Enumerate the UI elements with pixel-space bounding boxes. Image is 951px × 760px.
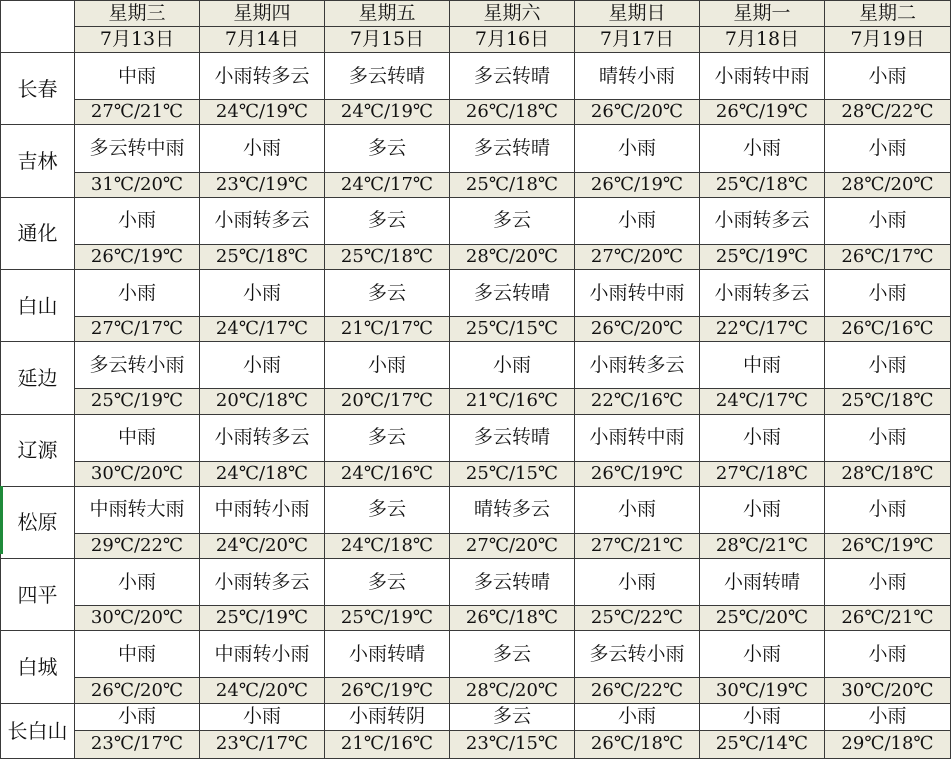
temperature-cell: 25℃/18℃ bbox=[825, 389, 951, 414]
temperature-cell: 26℃/21℃ bbox=[825, 606, 951, 631]
weather-condition-cell: 多云 bbox=[450, 703, 575, 730]
weather-condition-cell: 多云转小雨 bbox=[575, 631, 700, 678]
temperature-cell: 24℃/17℃ bbox=[200, 317, 325, 342]
temperature-cell: 27℃/21℃ bbox=[575, 533, 700, 558]
weather-condition-cell: 多云转晴 bbox=[450, 269, 575, 316]
weather-condition-cell: 小雨 bbox=[700, 703, 825, 730]
city-name: 四平 bbox=[1, 559, 75, 631]
temperature-cell: 28℃/18℃ bbox=[825, 461, 951, 486]
weather-condition-cell: 小雨转多云 bbox=[200, 414, 325, 461]
weather-condition-cell: 多云 bbox=[325, 269, 450, 316]
city-temperature-row bbox=[1, 317, 951, 342]
weather-condition-cell: 多云转晴 bbox=[450, 559, 575, 606]
weather-condition-cell: 小雨转中雨 bbox=[575, 269, 700, 316]
weather-condition-cell: 小雨 bbox=[200, 125, 325, 172]
temperature-cell: 26℃/17℃ bbox=[825, 244, 951, 269]
city-temperature-row bbox=[1, 244, 951, 269]
temperature-cell: 25℃/19℃ bbox=[200, 606, 325, 631]
weather-condition-cell: 多云 bbox=[325, 125, 450, 172]
temperature-cell: 27℃/17℃ bbox=[75, 317, 200, 342]
temperature-cell: 26℃/22℃ bbox=[575, 678, 700, 703]
city-name: 延边 bbox=[1, 342, 75, 414]
weekday-header: 星期一 bbox=[700, 1, 825, 27]
temperature-cell: 29℃/18℃ bbox=[825, 730, 951, 758]
weather-condition-cell: 多云 bbox=[450, 197, 575, 244]
city-weather-row bbox=[1, 342, 951, 389]
weather-condition-cell: 多云 bbox=[325, 414, 450, 461]
weekday-header: 星期四 bbox=[200, 1, 325, 27]
temperature-cell: 25℃/18℃ bbox=[700, 172, 825, 197]
temperature-cell: 26℃/19℃ bbox=[575, 461, 700, 486]
weather-condition-cell: 中雨转小雨 bbox=[200, 631, 325, 678]
weather-condition-cell: 小雨 bbox=[700, 631, 825, 678]
temperature-cell: 25℃/18℃ bbox=[200, 244, 325, 269]
temperature-cell: 24℃/20℃ bbox=[200, 533, 325, 558]
weather-condition-cell: 小雨 bbox=[825, 197, 951, 244]
temperature-cell: 27℃/20℃ bbox=[450, 533, 575, 558]
city-weather-row bbox=[1, 631, 951, 678]
date-header: 7月17日 bbox=[575, 27, 700, 53]
temperature-cell: 26℃/20℃ bbox=[75, 678, 200, 703]
weather-condition-cell: 小雨转多云 bbox=[200, 53, 325, 100]
temperature-cell: 20℃/17℃ bbox=[325, 389, 450, 414]
row-marker bbox=[0, 486, 3, 554]
temperature-cell: 26℃/20℃ bbox=[575, 100, 700, 125]
weather-condition-cell: 小雨 bbox=[825, 125, 951, 172]
temperature-cell: 28℃/20℃ bbox=[450, 244, 575, 269]
weather-condition-cell: 中雨 bbox=[75, 631, 200, 678]
temperature-cell: 30℃/20℃ bbox=[825, 678, 951, 703]
temperature-cell: 23℃/17℃ bbox=[75, 730, 200, 758]
city-name: 长白山 bbox=[1, 703, 75, 758]
temperature-cell: 29℃/22℃ bbox=[75, 533, 200, 558]
weather-condition-cell: 多云 bbox=[325, 559, 450, 606]
temperature-cell: 25℃/20℃ bbox=[700, 606, 825, 631]
weather-condition-cell: 小雨 bbox=[325, 342, 450, 389]
weather-condition-cell: 小雨 bbox=[75, 703, 200, 730]
temperature-cell: 25℃/18℃ bbox=[450, 172, 575, 197]
temperature-cell: 26℃/16℃ bbox=[825, 317, 951, 342]
temperature-cell: 26℃/19℃ bbox=[575, 172, 700, 197]
temperature-cell: 24℃/17℃ bbox=[700, 389, 825, 414]
city-name: 通化 bbox=[1, 197, 75, 269]
temperature-cell: 25℃/19℃ bbox=[325, 606, 450, 631]
city-weather-row bbox=[1, 269, 951, 316]
temperature-cell: 25℃/22℃ bbox=[575, 606, 700, 631]
temperature-cell: 24℃/20℃ bbox=[200, 678, 325, 703]
temperature-cell: 21℃/16℃ bbox=[450, 389, 575, 414]
weather-condition-cell: 多云转小雨 bbox=[75, 342, 200, 389]
city-name: 松原 bbox=[1, 486, 75, 558]
temperature-cell: 26℃/19℃ bbox=[325, 678, 450, 703]
temperature-cell: 27℃/21℃ bbox=[75, 100, 200, 125]
temperature-cell: 25℃/15℃ bbox=[450, 317, 575, 342]
weather-condition-cell: 小雨 bbox=[450, 342, 575, 389]
weather-condition-cell: 小雨 bbox=[825, 342, 951, 389]
weather-condition-cell: 小雨转晴 bbox=[325, 631, 450, 678]
weather-condition-cell: 小雨转多云 bbox=[700, 197, 825, 244]
temperature-cell: 21℃/17℃ bbox=[325, 317, 450, 342]
weather-condition-cell: 小雨转中雨 bbox=[700, 53, 825, 100]
city-name: 辽源 bbox=[1, 414, 75, 486]
weather-condition-cell: 中雨转大雨 bbox=[75, 486, 200, 533]
weekday-header: 星期五 bbox=[325, 1, 450, 27]
city-name: 白山 bbox=[1, 269, 75, 341]
weather-condition-cell: 小雨 bbox=[575, 125, 700, 172]
temperature-cell: 23℃/19℃ bbox=[200, 172, 325, 197]
weather-condition-cell: 中雨 bbox=[75, 414, 200, 461]
weather-condition-cell: 小雨 bbox=[825, 269, 951, 316]
weather-condition-cell: 小雨 bbox=[825, 53, 951, 100]
weather-condition-cell: 晴转小雨 bbox=[575, 53, 700, 100]
temperature-cell: 23℃/17℃ bbox=[200, 730, 325, 758]
weekday-header: 星期二 bbox=[825, 1, 951, 27]
temperature-cell: 26℃/18℃ bbox=[450, 606, 575, 631]
weather-condition-cell: 多云转中雨 bbox=[75, 125, 200, 172]
weather-condition-cell: 小雨 bbox=[575, 486, 700, 533]
date-header: 7月18日 bbox=[700, 27, 825, 53]
weather-condition-cell: 小雨 bbox=[700, 414, 825, 461]
weather-condition-cell: 小雨 bbox=[75, 197, 200, 244]
temperature-cell: 24℃/17℃ bbox=[325, 172, 450, 197]
temperature-cell: 25℃/15℃ bbox=[450, 461, 575, 486]
temperature-cell: 25℃/14℃ bbox=[700, 730, 825, 758]
temperature-cell: 25℃/19℃ bbox=[700, 244, 825, 269]
city-name: 白城 bbox=[1, 631, 75, 703]
weather-condition-cell: 中雨转小雨 bbox=[200, 486, 325, 533]
temperature-cell: 26℃/19℃ bbox=[75, 244, 200, 269]
weather-condition-cell: 多云转晴 bbox=[450, 414, 575, 461]
date-header: 7月14日 bbox=[200, 27, 325, 53]
city-temperature-row bbox=[1, 730, 951, 758]
temperature-cell: 28℃/21℃ bbox=[700, 533, 825, 558]
weather-condition-cell: 小雨转多云 bbox=[200, 197, 325, 244]
weather-condition-cell: 小雨转多云 bbox=[200, 559, 325, 606]
temperature-cell: 30℃/20℃ bbox=[75, 461, 200, 486]
city-temperature-row bbox=[1, 172, 951, 197]
city-name: 吉林 bbox=[1, 125, 75, 197]
temperature-cell: 26℃/20℃ bbox=[575, 317, 700, 342]
city-temperature-row bbox=[1, 100, 951, 125]
weather-condition-cell: 晴转多云 bbox=[450, 486, 575, 533]
weather-condition-cell: 小雨转阴 bbox=[325, 703, 450, 730]
weather-condition-cell: 小雨 bbox=[825, 703, 951, 730]
temperature-cell: 28℃/20℃ bbox=[450, 678, 575, 703]
city-name: 长春 bbox=[1, 53, 75, 125]
date-header: 7月15日 bbox=[325, 27, 450, 53]
temperature-cell: 24℃/18℃ bbox=[325, 533, 450, 558]
weekday-header: 星期三 bbox=[75, 1, 200, 27]
weather-condition-cell: 小雨 bbox=[825, 486, 951, 533]
temperature-cell: 26℃/18℃ bbox=[450, 100, 575, 125]
date-header-row bbox=[1, 27, 951, 53]
city-weather-row bbox=[1, 125, 951, 172]
city-weather-row bbox=[1, 414, 951, 461]
weather-condition-cell: 中雨 bbox=[75, 53, 200, 100]
temperature-cell: 23℃/15℃ bbox=[450, 730, 575, 758]
table-body bbox=[1, 1, 951, 759]
temperature-cell: 30℃/20℃ bbox=[75, 606, 200, 631]
weather-condition-cell: 小雨转多云 bbox=[700, 269, 825, 316]
city-weather-row bbox=[1, 197, 951, 244]
corner-cell bbox=[1, 1, 75, 53]
city-temperature-row bbox=[1, 678, 951, 703]
city-temperature-row bbox=[1, 606, 951, 631]
date-header: 7月19日 bbox=[825, 27, 951, 53]
temperature-cell: 27℃/18℃ bbox=[700, 461, 825, 486]
temperature-cell: 22℃/16℃ bbox=[575, 389, 700, 414]
weather-condition-cell: 小雨 bbox=[75, 269, 200, 316]
weather-condition-cell: 多云 bbox=[325, 486, 450, 533]
temperature-cell: 24℃/18℃ bbox=[200, 461, 325, 486]
weather-condition-cell: 小雨 bbox=[575, 197, 700, 244]
weather-condition-cell: 小雨 bbox=[200, 703, 325, 730]
weather-condition-cell: 小雨 bbox=[575, 703, 700, 730]
temperature-cell: 28℃/20℃ bbox=[825, 172, 951, 197]
temperature-cell: 30℃/19℃ bbox=[700, 678, 825, 703]
weather-condition-cell: 小雨 bbox=[825, 559, 951, 606]
temperature-cell: 26℃/19℃ bbox=[700, 100, 825, 125]
temperature-cell: 27℃/20℃ bbox=[575, 244, 700, 269]
city-temperature-row bbox=[1, 389, 951, 414]
temperature-cell: 24℃/16℃ bbox=[325, 461, 450, 486]
weather-condition-cell: 小雨 bbox=[200, 342, 325, 389]
temperature-cell: 31℃/20℃ bbox=[75, 172, 200, 197]
weather-condition-cell: 小雨 bbox=[825, 631, 951, 678]
weather-condition-cell: 多云 bbox=[325, 197, 450, 244]
city-weather-row bbox=[1, 559, 951, 606]
weather-condition-cell: 小雨 bbox=[200, 269, 325, 316]
weekday-header: 星期六 bbox=[450, 1, 575, 27]
temperature-cell: 24℃/19℃ bbox=[325, 100, 450, 125]
city-temperature-row bbox=[1, 461, 951, 486]
temperature-cell: 26℃/19℃ bbox=[825, 533, 951, 558]
weather-condition-cell: 小雨 bbox=[700, 125, 825, 172]
weather-condition-cell: 多云转晴 bbox=[450, 125, 575, 172]
city-temperature-row bbox=[1, 533, 951, 558]
weather-condition-cell: 多云 bbox=[450, 631, 575, 678]
temperature-cell: 24℃/19℃ bbox=[200, 100, 325, 125]
weather-condition-cell: 小雨转多云 bbox=[575, 342, 700, 389]
weather-condition-cell: 小雨 bbox=[75, 559, 200, 606]
weather-condition-cell: 小雨转晴 bbox=[700, 559, 825, 606]
weather-condition-cell: 中雨 bbox=[700, 342, 825, 389]
weather-condition-cell: 小雨 bbox=[700, 486, 825, 533]
temperature-cell: 25℃/18℃ bbox=[325, 244, 450, 269]
temperature-cell: 20℃/18℃ bbox=[200, 389, 325, 414]
city-weather-row bbox=[1, 53, 951, 100]
date-header: 7月16日 bbox=[450, 27, 575, 53]
temperature-cell: 21℃/16℃ bbox=[325, 730, 450, 758]
weather-condition-cell: 小雨 bbox=[825, 414, 951, 461]
city-weather-row bbox=[1, 703, 951, 730]
temperature-cell: 26℃/18℃ bbox=[575, 730, 700, 758]
weather-condition-cell: 小雨转中雨 bbox=[575, 414, 700, 461]
temperature-cell: 25℃/19℃ bbox=[75, 389, 200, 414]
city-weather-row bbox=[1, 486, 951, 533]
weather-condition-cell: 小雨 bbox=[575, 559, 700, 606]
date-header: 7月13日 bbox=[75, 27, 200, 53]
weather-condition-cell: 多云转晴 bbox=[450, 53, 575, 100]
temperature-cell: 28℃/22℃ bbox=[825, 100, 951, 125]
weekday-header-row bbox=[1, 1, 951, 27]
weather-condition-cell: 多云转晴 bbox=[325, 53, 450, 100]
temperature-cell: 22℃/17℃ bbox=[700, 317, 825, 342]
weekday-header: 星期日 bbox=[575, 1, 700, 27]
